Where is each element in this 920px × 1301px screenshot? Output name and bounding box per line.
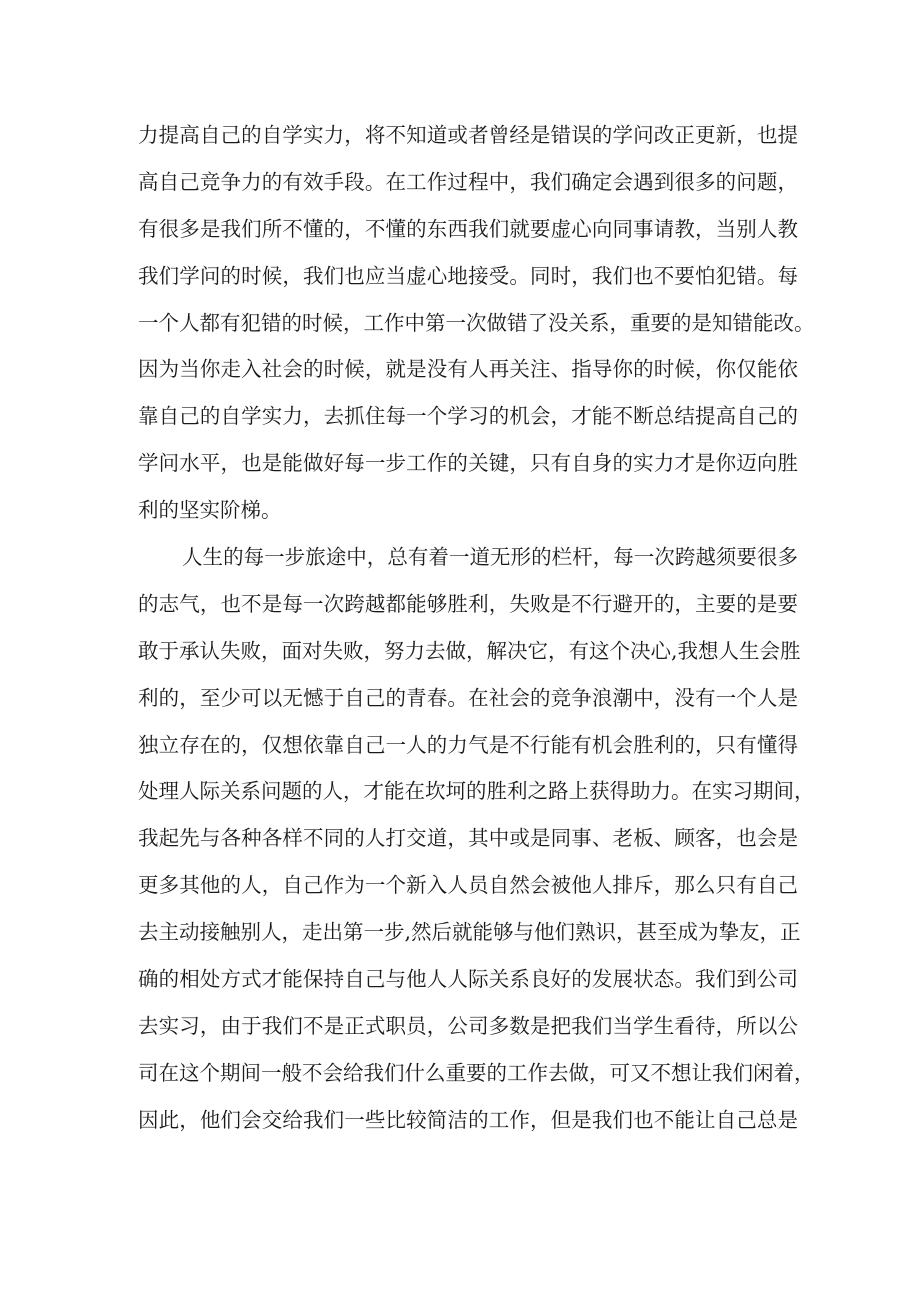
text-line: 有很多是我们所不懂的，不懂的东西我们就要虚心向同事请教，当别人教 [138,216,798,241]
text-line: 的志气，也不是每一次跨越都能够胜利，失败是不行避开的，主要的是要 [138,591,798,616]
text-line: 处理人际关系问题的人，才能在坎坷的胜利之路上获得助力。在实习期间， [138,779,815,804]
text-line: 人生的每一步旅途中，总有着一道无形的栏杆，每一次跨越须要很多 [182,545,798,570]
text-line: 我起先与各种各样不同的人打交道，其中或是同事、老板、顾客，也会是 [138,826,798,851]
text-line: 去主动接触别人，走出第一步,然后就能够与他们熟识，甚至成为挚友，正 [138,920,801,945]
text-line: 司在这个期间一般不会给我们什么重要的工作去做，可又不想让我们闲着， [138,1060,815,1085]
text-line: 靠自己的自学实力，去抓住每一个学习的机会，才能不断总结提高自己的 [138,404,798,429]
text-line: 独立存在的，仅想依靠自己一人的力气是不行能有机会胜利的，只有懂得 [138,732,798,757]
text-line: 一个人都有犯错的时候，工作中第一次做错了没关系，重要的是知错能改。 [138,310,815,335]
text-line: 敢于承认失败，面对失败，努力去做，解决它，有这个决心,我想人生会胜 [138,638,801,663]
paragraph-2 [138,534,815,1144]
text-line: 因为当你走入社会的时候，就是没有人再关注、指导你的时候，你仅能依 [138,357,798,382]
text-line: 利的，至少可以无憾于自己的青春。在社会的竞争浪潮中，没有一个人是 [138,685,798,710]
text-line: 去实习，由于我们不是正式职员，公司多数是把我们当学生看待，所以公 [138,1013,798,1038]
text-line: 高自己竞争力的有效手段。在工作过程中，我们确定会遇到很多的问题， [138,169,798,194]
paragraph-1 [138,112,815,534]
text-line: 确的相处方式才能保持自己与他人人际关系良好的发展状态。我们到公司 [138,967,798,992]
text-line: 力提高自己的自学实力，将不知道或者曾经是错误的学问改正更新，也提 [138,123,798,147]
text-line: 学问水平，也是能做好每一步工作的关键，只有自身的实力才是你迈向胜 [138,451,798,476]
body-text [138,112,815,1144]
text-line: 因此，他们会交给我们一些比较简洁的工作，但是我们也不能让自己总是 [138,1107,798,1132]
text-line: 更多其他的人，自己作为一个新入人员自然会被他人排斥，那么只有自己 [138,873,798,898]
text-line: 我们学问的时候，我们也应当虚心地接受。同时，我们也不要怕犯错。每 [138,263,798,288]
text-line: 利的坚实阶梯。 [138,498,282,523]
